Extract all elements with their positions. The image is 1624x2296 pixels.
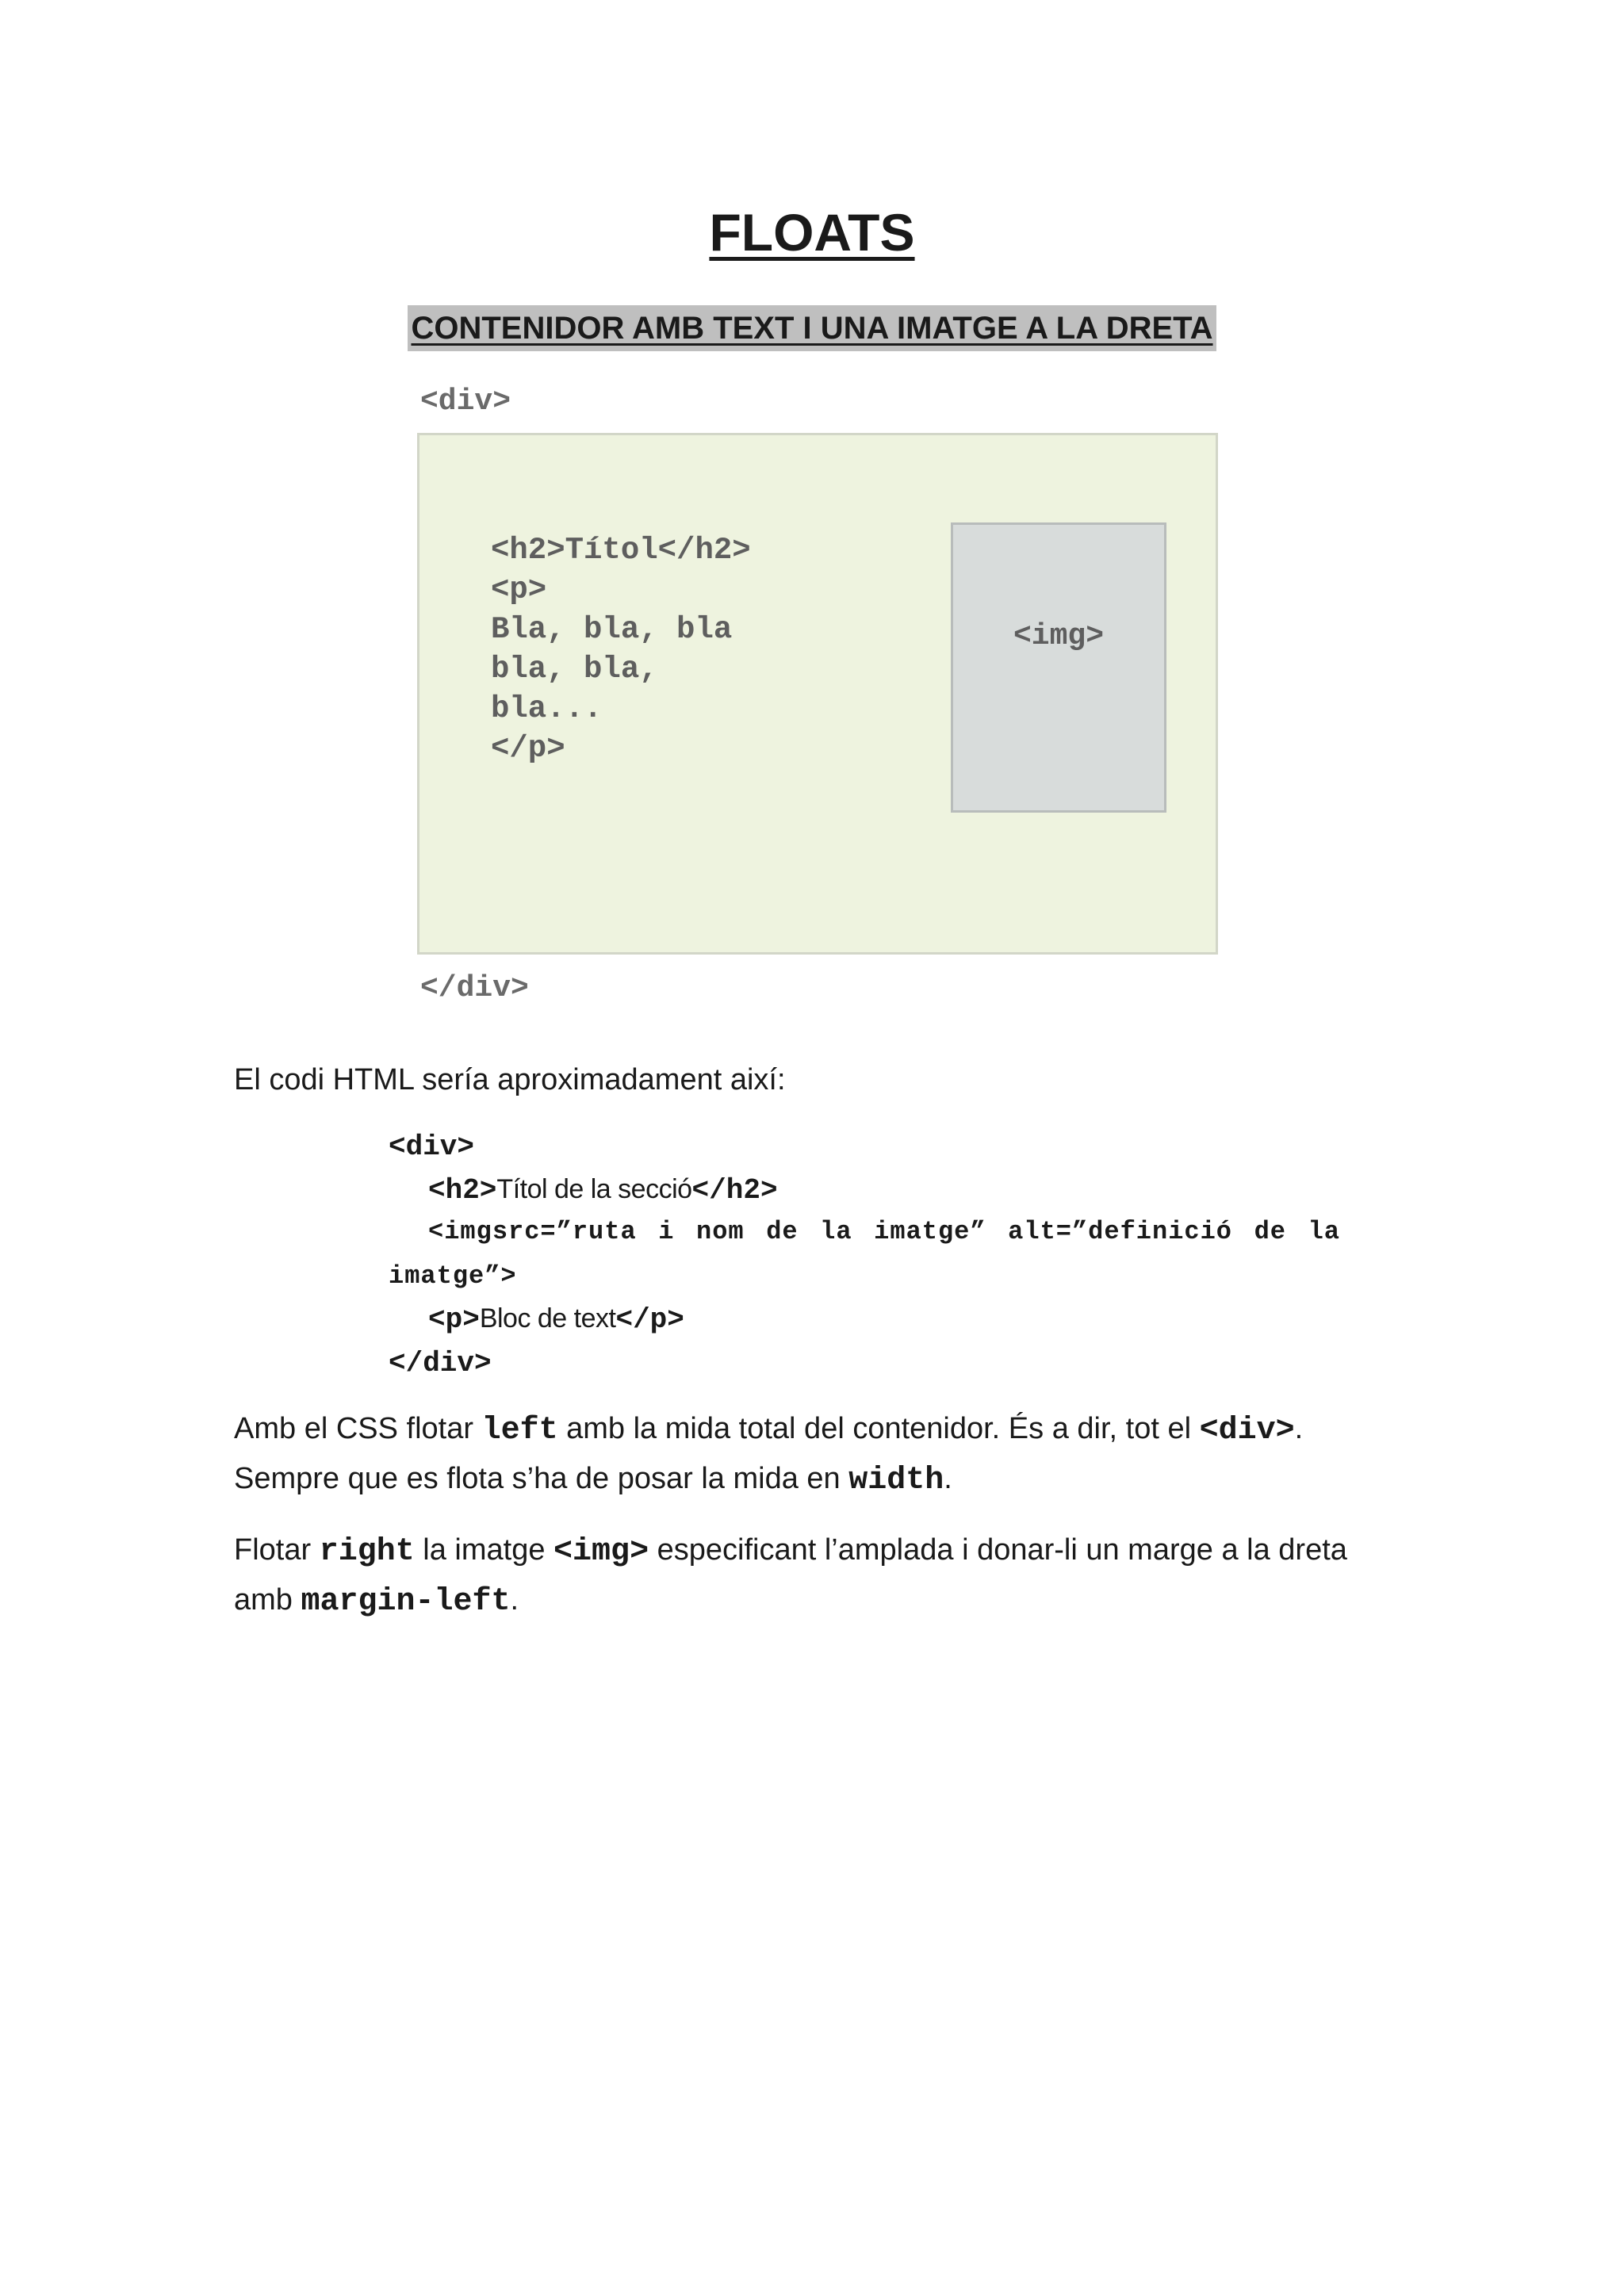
code-img-token: la [820, 1217, 852, 1246]
page-title: FLOATS [709, 203, 915, 262]
inline-code-right: right [319, 1534, 415, 1570]
code-p-open: <p> [428, 1303, 480, 1336]
diagram-img-box [951, 522, 1166, 813]
para-text: . [1294, 1412, 1304, 1445]
code-img-token: <imgsrc=”ruta [428, 1217, 637, 1246]
para-text: especificant l’amplada i donar-li un marge a la dreta [649, 1533, 1347, 1567]
paragraph-float-left [234, 1405, 1392, 1505]
para-text: amb [234, 1583, 301, 1617]
diagram-code-line: <p> [491, 572, 547, 607]
diagram-code-line: bla... [491, 691, 603, 726]
section-subtitle: CONTENIDOR AMB TEXT I UNA IMATGE A LA DRETA [408, 305, 1216, 351]
code-img-token: i [658, 1217, 675, 1246]
html-code-block [389, 1124, 1340, 1384]
code-img-line [428, 1211, 1340, 1253]
code-img-token: nom [696, 1217, 745, 1246]
code-img-token: de [766, 1217, 799, 1246]
inline-code-img: <img> [553, 1534, 649, 1570]
code-div-open: <div> [389, 1131, 475, 1163]
diagram-close-div-tag: </div> [420, 971, 529, 1005]
inline-code-div: <div> [1199, 1413, 1295, 1448]
para-text: Flotar [234, 1533, 320, 1567]
code-img-token: imatge” [874, 1217, 986, 1246]
code-h2-open: <h2> [428, 1174, 497, 1207]
float-diagram [412, 381, 1237, 1015]
code-img-token: la [1308, 1217, 1340, 1246]
inline-code-margin-left: margin-left [301, 1584, 511, 1620]
diagram-inner-code [491, 530, 751, 768]
para-text: . [944, 1462, 952, 1495]
diagram-code-line: </p> [491, 731, 565, 766]
paragraph-float-right [234, 1526, 1392, 1626]
inline-code-left: left [481, 1413, 558, 1448]
code-h2-text: Títol de la secció [496, 1174, 692, 1204]
code-p-close: </p> [615, 1303, 684, 1336]
para-text: . [510, 1583, 519, 1617]
diagram-code-line: bla, bla, [491, 652, 658, 687]
para-text: Sempre que es flota s’ha de posar la mida en [234, 1462, 849, 1495]
code-p-text: Bloc de text [479, 1303, 616, 1334]
code-img-token: alt=”definició [1008, 1217, 1232, 1246]
code-h2-close: </h2> [691, 1174, 778, 1207]
diagram-img-label: <img> [1013, 618, 1105, 653]
code-div-close: </div> [389, 1347, 492, 1380]
subtitle-wrapper [0, 305, 1624, 351]
para-text: amb la mida total del contenidor. És a dir, tot el [557, 1412, 1200, 1445]
diagram-div-container [417, 433, 1218, 955]
para-text: Amb el CSS flotar [234, 1412, 482, 1445]
para-text: la imatge [414, 1533, 554, 1567]
diagram-code-line: <h2>Títol</h2> [491, 533, 751, 568]
inline-code-width: width [848, 1463, 944, 1498]
code-img-line-end: imatge”> [389, 1261, 517, 1291]
code-img-token: de [1254, 1217, 1286, 1246]
diagram-open-div-tag: <div> [420, 385, 511, 419]
diagram-code-line: Bla, bla, bla [491, 612, 733, 647]
intro-text: El codi HTML sería aproximadament així: [234, 1063, 786, 1096]
